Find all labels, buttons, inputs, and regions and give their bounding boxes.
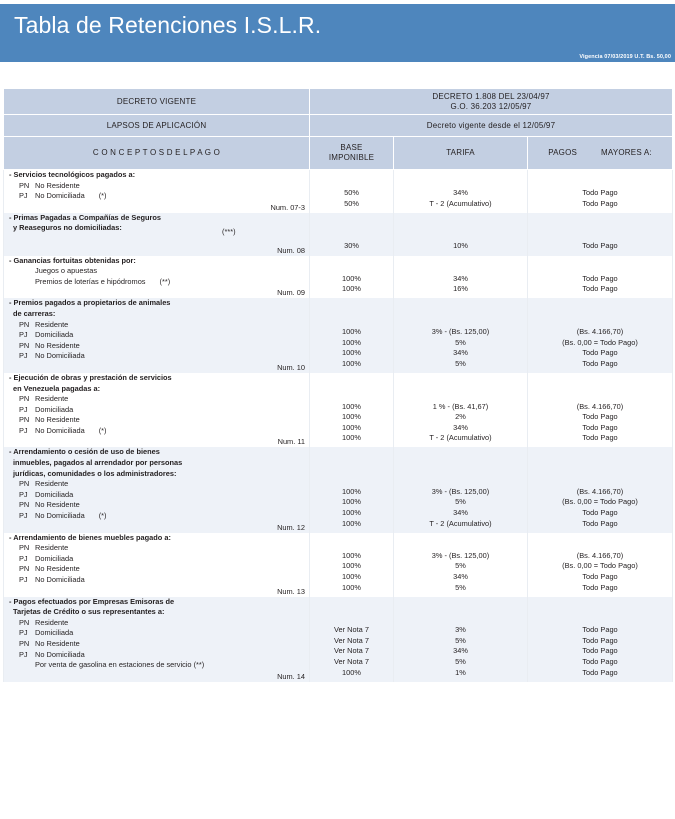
subrow-code	[19, 660, 35, 671]
subrow-code: PN	[19, 500, 30, 510]
subrow-code	[19, 277, 35, 288]
subrow-label: No Residente	[35, 340, 80, 350]
value-align-spacer	[310, 174, 393, 189]
pagos-value: (Bs. 4.166,70)	[576, 401, 624, 411]
concept-subrow	[4, 191, 309, 202]
base-cell	[310, 298, 394, 373]
subrow-label: Residente	[35, 617, 69, 627]
subrow-label: Domiciliada	[35, 628, 74, 638]
value-align-spacer	[310, 451, 393, 487]
concept-subrow	[4, 394, 309, 405]
value-align-spacer	[310, 216, 393, 241]
concept-subrow	[4, 618, 309, 629]
concepto-cell	[4, 373, 310, 448]
base-value: 100%	[342, 561, 361, 571]
base-value: Ver Nota 7	[334, 625, 369, 635]
tarifa-value: 1 % - (Bs. 41,67)	[432, 401, 489, 411]
concept-subrow	[4, 181, 309, 192]
value-align-spacer	[310, 600, 393, 625]
pagos-value: Todo Pago	[582, 348, 618, 358]
concept-title-line: inmuebles, pagados al arrendador por personas	[13, 458, 183, 468]
concept-subrow	[4, 405, 309, 416]
value-align-spacer	[394, 376, 527, 401]
concept-group-row	[4, 256, 673, 299]
table-header-row-lapsos	[4, 115, 673, 137]
pagos-value: (Bs. 0,00 = Todo Pago)	[562, 497, 638, 507]
concept-subrow	[4, 660, 309, 671]
value-align-spacer	[394, 216, 527, 241]
concept-title-line: - Premios pagados a propietarios de animales	[9, 298, 171, 308]
concept-title-line: - Ejecución de obras y prestación de servicios	[9, 372, 172, 382]
pagos-value: Todo Pago	[582, 625, 618, 635]
concept-subrow	[4, 639, 309, 650]
base-value: Ver Nota 7	[334, 657, 369, 667]
pagos-cell	[528, 256, 673, 299]
base-cell	[310, 256, 394, 299]
tarifa-value: 34%	[453, 507, 468, 517]
value-align-spacer	[310, 536, 393, 551]
subrow-label: No Domiciliada	[35, 191, 85, 201]
tarifa-value: 34%	[453, 571, 468, 581]
subrow-label: No Residente	[35, 500, 80, 510]
concept-subrow	[4, 490, 309, 501]
subrow-code: PN	[19, 479, 30, 489]
subrow-code: PJ	[19, 330, 28, 340]
base-value: Ver Nota 7	[334, 635, 369, 645]
subrow-label: Residente	[35, 543, 69, 553]
base-value: 100%	[342, 337, 361, 347]
tarifa-value: 34%	[453, 422, 468, 432]
subrow-code: PJ	[19, 575, 28, 584]
subrow-footnote-mark: (*)	[98, 511, 107, 521]
concept-group-row	[4, 298, 673, 373]
subrow-code: PJ	[19, 511, 28, 521]
tarifa-value: 5%	[455, 358, 466, 368]
base-value: 100%	[342, 273, 361, 283]
tarifa-value: T - 2 (Acumulativo)	[429, 518, 492, 528]
pagos-cell	[528, 533, 673, 597]
tarifa-value: 3% - (Bs. 125,00)	[431, 327, 490, 337]
subrow-code: PJ	[19, 351, 28, 361]
base-value: 100%	[342, 422, 361, 432]
subrow-label: No Domiciliada	[35, 575, 85, 584]
concept-title-line: Tarjetas de Crédito o sus representantes a:	[13, 607, 165, 617]
base-value: 100%	[342, 518, 361, 528]
banner-table-spacer	[0, 62, 675, 88]
tarifa-value: 5%	[455, 657, 466, 667]
subrow-code: PJ	[19, 649, 28, 659]
concept-subrow	[4, 277, 309, 288]
concepto-cell	[4, 447, 310, 532]
tarifa-value: 5%	[455, 561, 466, 571]
subrow-label: No Domiciliada	[35, 511, 85, 521]
base-cell	[310, 447, 394, 532]
tarifa-cell	[394, 298, 528, 373]
concept-group-row	[4, 373, 673, 448]
concept-num-label: Num. 13	[277, 586, 305, 596]
tarifa-value: 34%	[453, 188, 468, 198]
pagos-cell	[528, 597, 673, 682]
concept-subrow	[4, 351, 309, 362]
concept-subrow	[4, 341, 309, 352]
concept-subrow	[4, 543, 309, 554]
tarifa-cell	[394, 170, 528, 213]
value-align-spacer	[310, 259, 393, 274]
subrow-label: No Residente	[35, 564, 80, 574]
value-align-spacer	[528, 376, 672, 401]
pagos-value: Todo Pago	[582, 507, 618, 517]
pagos-value: Todo Pago	[582, 635, 618, 645]
retenciones-table	[3, 88, 673, 682]
concept-num-label: Num. 07-3	[270, 202, 305, 212]
subrow-label: Domiciliada	[35, 553, 74, 563]
base-value: 100%	[342, 497, 361, 507]
concept-num-label: Num. 09	[277, 288, 305, 298]
tarifa-value: 5%	[455, 497, 466, 507]
concept-subrow	[4, 650, 309, 661]
subrow-label: No Residente	[35, 638, 80, 648]
base-cell	[310, 597, 394, 682]
value-align-spacer	[394, 600, 527, 625]
base-line-2: IMPONIBLE	[328, 153, 375, 162]
base-value: 100%	[342, 550, 361, 560]
subrow-label: Domiciliada	[35, 330, 74, 340]
page-banner	[0, 4, 675, 62]
concept-subrow	[4, 628, 309, 639]
tarifa-cell	[394, 213, 528, 256]
pagos-value: (Bs. 0,00 = Todo Pago)	[562, 337, 638, 347]
value-align-spacer	[310, 376, 393, 401]
subrow-code: PJ	[19, 191, 28, 201]
pagos-cell	[528, 447, 673, 532]
pagos-value: Todo Pago	[582, 571, 618, 581]
subrow-code: PJ	[19, 489, 28, 499]
base-value: 100%	[342, 284, 361, 294]
value-align-spacer	[528, 302, 672, 327]
tarifa-cell	[394, 447, 528, 532]
concept-subrow	[4, 575, 309, 586]
concept-group-row	[4, 597, 673, 682]
concepto-cell	[4, 298, 310, 373]
base-value: 100%	[342, 582, 361, 592]
concept-title-line: - Pagos efectuados por Empresas Emisoras de	[9, 596, 175, 606]
tarifa-value: 34%	[453, 273, 468, 283]
base-value: 100%	[342, 412, 361, 422]
pagos-value: (Bs. 4.166,70)	[576, 550, 624, 560]
base-value: 100%	[342, 433, 361, 443]
pagos-value: Todo Pago	[582, 241, 618, 251]
tarifa-value: 5%	[455, 337, 466, 347]
tarifa-value: 2%	[455, 412, 466, 422]
value-align-spacer	[394, 451, 527, 487]
concepto-cell	[4, 256, 310, 299]
tarifa-value: T - 2 (Acumulativo)	[429, 433, 492, 443]
base-value: 50%	[344, 198, 359, 208]
tarifa-value: T - 2 (Acumulativo)	[429, 198, 492, 208]
tarifa-value: 34%	[453, 646, 468, 656]
concept-title-line: jurídicas, comunidades o los administradores:	[13, 468, 177, 478]
base-cell	[310, 213, 394, 256]
concept-title-line: - Ganancias fortuitas obtenidas por:	[9, 255, 136, 265]
decreto-vigente-value	[310, 89, 673, 115]
subrow-label: No Residente	[35, 180, 80, 190]
concept-title-line: - Arrendamiento o cesión de uso de bienes	[9, 447, 160, 457]
concept-subrow	[4, 564, 309, 575]
concept-title-line: - Arrendamiento de bienes muebles pagado a:	[9, 532, 171, 542]
concept-group-row	[4, 447, 673, 532]
subrow-code: PN	[19, 394, 30, 404]
value-align-spacer	[394, 302, 527, 327]
pagos-cell	[528, 298, 673, 373]
value-align-spacer	[528, 600, 672, 625]
subrow-label: No Domiciliada	[35, 351, 85, 361]
table-body	[4, 170, 673, 682]
concept-group-row	[4, 170, 673, 213]
table-header-row-decreto	[4, 89, 673, 115]
column-header-conceptos: C O N C E P T O S D E L P A G O	[4, 137, 310, 170]
pagos-value: Todo Pago	[582, 358, 618, 368]
pagos-value: Todo Pago	[582, 412, 618, 422]
subrow-footnote-mark: (**)	[159, 276, 171, 286]
pagos-value: (Bs. 4.166,70)	[576, 327, 624, 337]
pagos-value: Todo Pago	[582, 284, 618, 294]
base-cell	[310, 170, 394, 213]
tarifa-cell	[394, 256, 528, 299]
subrow-code: PN	[19, 340, 30, 350]
base-value: 50%	[344, 188, 359, 198]
concept-title-line: - Servicios tecnológicos pagados a:	[9, 170, 136, 179]
column-header-pagos-mayores	[528, 137, 673, 170]
pagos-value: (Bs. 0,00 = Todo Pago)	[562, 561, 638, 571]
base-value: Ver Nota 7	[334, 646, 369, 656]
column-header-mayores-a: MAYORES A:	[601, 148, 652, 157]
pagos-cell	[528, 170, 673, 213]
base-value: 100%	[342, 667, 361, 677]
concept-title-line: en Venezuela pagadas a:	[13, 383, 101, 393]
subrow-label: Domiciliada	[35, 489, 74, 499]
concept-num-label: Num. 08	[277, 245, 305, 255]
value-align-spacer	[394, 259, 527, 274]
lapsos-value: Decreto vigente desde el 12/05/97	[310, 115, 673, 137]
pagos-cell	[528, 373, 673, 448]
subrow-code: PN	[19, 415, 30, 425]
base-value: 100%	[342, 571, 361, 581]
concepto-cell	[4, 533, 310, 597]
tarifa-value: 3% - (Bs. 125,00)	[431, 550, 490, 560]
subrow-label: No Domiciliada	[35, 649, 85, 659]
base-value: 100%	[342, 507, 361, 517]
subrow-label: Residente	[35, 479, 69, 489]
pagos-value: Todo Pago	[582, 188, 618, 198]
concept-title-line: y Reaseguros no domiciliadas:	[13, 223, 122, 233]
value-align-spacer	[310, 302, 393, 327]
concept-subrow	[4, 320, 309, 331]
concept-subrow	[4, 415, 309, 426]
concept-title-line: - Primas Pagadas a Compañías de Seguros	[9, 212, 161, 222]
value-align-spacer	[528, 174, 672, 189]
value-align-spacer	[394, 536, 527, 551]
concept-subrow	[4, 479, 309, 490]
subrow-code: PN	[19, 617, 30, 627]
tarifa-value: 16%	[453, 284, 468, 294]
concept-num-label: Num. 11	[277, 437, 305, 447]
base-cell	[310, 373, 394, 448]
page-title: Tabla de Retenciones I.S.L.R.	[14, 12, 322, 38]
pagos-value: Todo Pago	[582, 273, 618, 283]
tarifa-value: 10%	[453, 241, 468, 251]
decreto-vigente-label: DECRETO VIGENTE	[4, 89, 310, 115]
concept-num-label: Num. 14	[277, 671, 305, 681]
subrow-code: PN	[19, 638, 30, 648]
subrow-label: Juegos o apuestas	[35, 266, 98, 276]
tarifa-value: 3% - (Bs. 125,00)	[431, 486, 490, 496]
concept-subrow	[4, 511, 309, 522]
tarifa-value: 5%	[455, 635, 466, 645]
concept-subrow	[4, 554, 309, 565]
subrow-code: PN	[19, 180, 30, 190]
column-header-tarifa: TARIFA	[394, 137, 528, 170]
concept-group-row	[4, 533, 673, 597]
subrow-footnote-mark: (*)	[98, 191, 107, 201]
concept-subrow	[4, 234, 309, 245]
concepto-cell	[4, 597, 310, 682]
column-header-base-imponible	[310, 137, 394, 170]
subrow-label: Residente	[35, 394, 69, 404]
concept-title-footnote-mark: (***)	[222, 227, 236, 237]
pagos-value: (Bs. 4.166,70)	[576, 486, 624, 496]
pagos-value: Todo Pago	[582, 657, 618, 667]
pagos-value: Todo Pago	[582, 582, 618, 592]
pagos-cell	[528, 213, 673, 256]
tarifa-value: 5%	[455, 582, 466, 592]
pagos-value: Todo Pago	[582, 667, 618, 677]
base-value: 100%	[342, 348, 361, 358]
pagos-value: Todo Pago	[582, 646, 618, 656]
lapsos-label: LAPSOS DE APLICACIÓN	[4, 115, 310, 137]
base-value: 100%	[342, 401, 361, 411]
concept-num-label: Num. 12	[277, 522, 305, 532]
subrow-label: No Residente	[35, 415, 80, 425]
tarifa-value: 1%	[455, 667, 466, 677]
base-value: 30%	[344, 241, 359, 251]
concepto-cell	[4, 170, 310, 213]
base-value: 100%	[342, 486, 361, 496]
tarifa-cell	[394, 597, 528, 682]
concept-subrow	[4, 426, 309, 437]
subrow-label: No Domiciliada	[35, 425, 85, 435]
pagos-value: Todo Pago	[582, 422, 618, 432]
subrow-code: PN	[19, 564, 30, 574]
pagos-value: Todo Pago	[582, 433, 618, 443]
subrow-code: PJ	[19, 628, 28, 638]
concept-num-label: Num. 10	[277, 362, 305, 372]
base-value: 100%	[342, 358, 361, 368]
subrow-footnote-mark: (*)	[98, 425, 107, 435]
tarifa-cell	[394, 533, 528, 597]
subrow-code: PN	[19, 543, 30, 553]
decreto-line-1: DECRETO 1.808 DEL 23/04/97	[432, 91, 550, 101]
decreto-line-2: G.O. 36.203 12/05/97	[450, 101, 532, 111]
tarifa-value: 3%	[455, 625, 466, 635]
subrow-code: PJ	[19, 553, 28, 563]
concepto-cell	[4, 213, 310, 256]
vigencia-note: Vigencia 07/03/2019 U.T. Bs. 50,00	[579, 54, 671, 60]
subrow-label: Residente	[35, 319, 69, 329]
concept-subrow	[4, 500, 309, 511]
tarifa-value: 34%	[453, 348, 468, 358]
base-cell	[310, 533, 394, 597]
subrow-code: PN	[19, 319, 30, 329]
column-header-pagos: PAGOS	[548, 148, 578, 157]
concept-title-line: de carreras:	[13, 308, 56, 318]
concept-subrow	[4, 266, 309, 277]
table-header-row-columns	[4, 137, 673, 170]
base-line-1: BASE	[340, 143, 363, 152]
concept-group-row	[4, 213, 673, 256]
value-align-spacer	[528, 216, 672, 241]
base-value: 100%	[342, 327, 361, 337]
value-align-spacer	[528, 451, 672, 487]
value-align-spacer	[528, 259, 672, 274]
subrow-label: Premios de loterías e hipódromos	[35, 276, 146, 286]
value-align-spacer	[394, 174, 527, 189]
subrow-code: PJ	[19, 404, 28, 414]
concept-subrow	[4, 330, 309, 341]
subrow-label: Por venta de gasolina en estaciones de servicio (**)	[35, 660, 205, 670]
subrow-code: PJ	[19, 425, 28, 435]
value-align-spacer	[528, 536, 672, 551]
pagos-value: Todo Pago	[582, 198, 618, 208]
tarifa-cell	[394, 373, 528, 448]
subrow-label: Domiciliada	[35, 404, 74, 414]
pagos-value: Todo Pago	[582, 518, 618, 528]
subrow-code	[19, 266, 35, 277]
